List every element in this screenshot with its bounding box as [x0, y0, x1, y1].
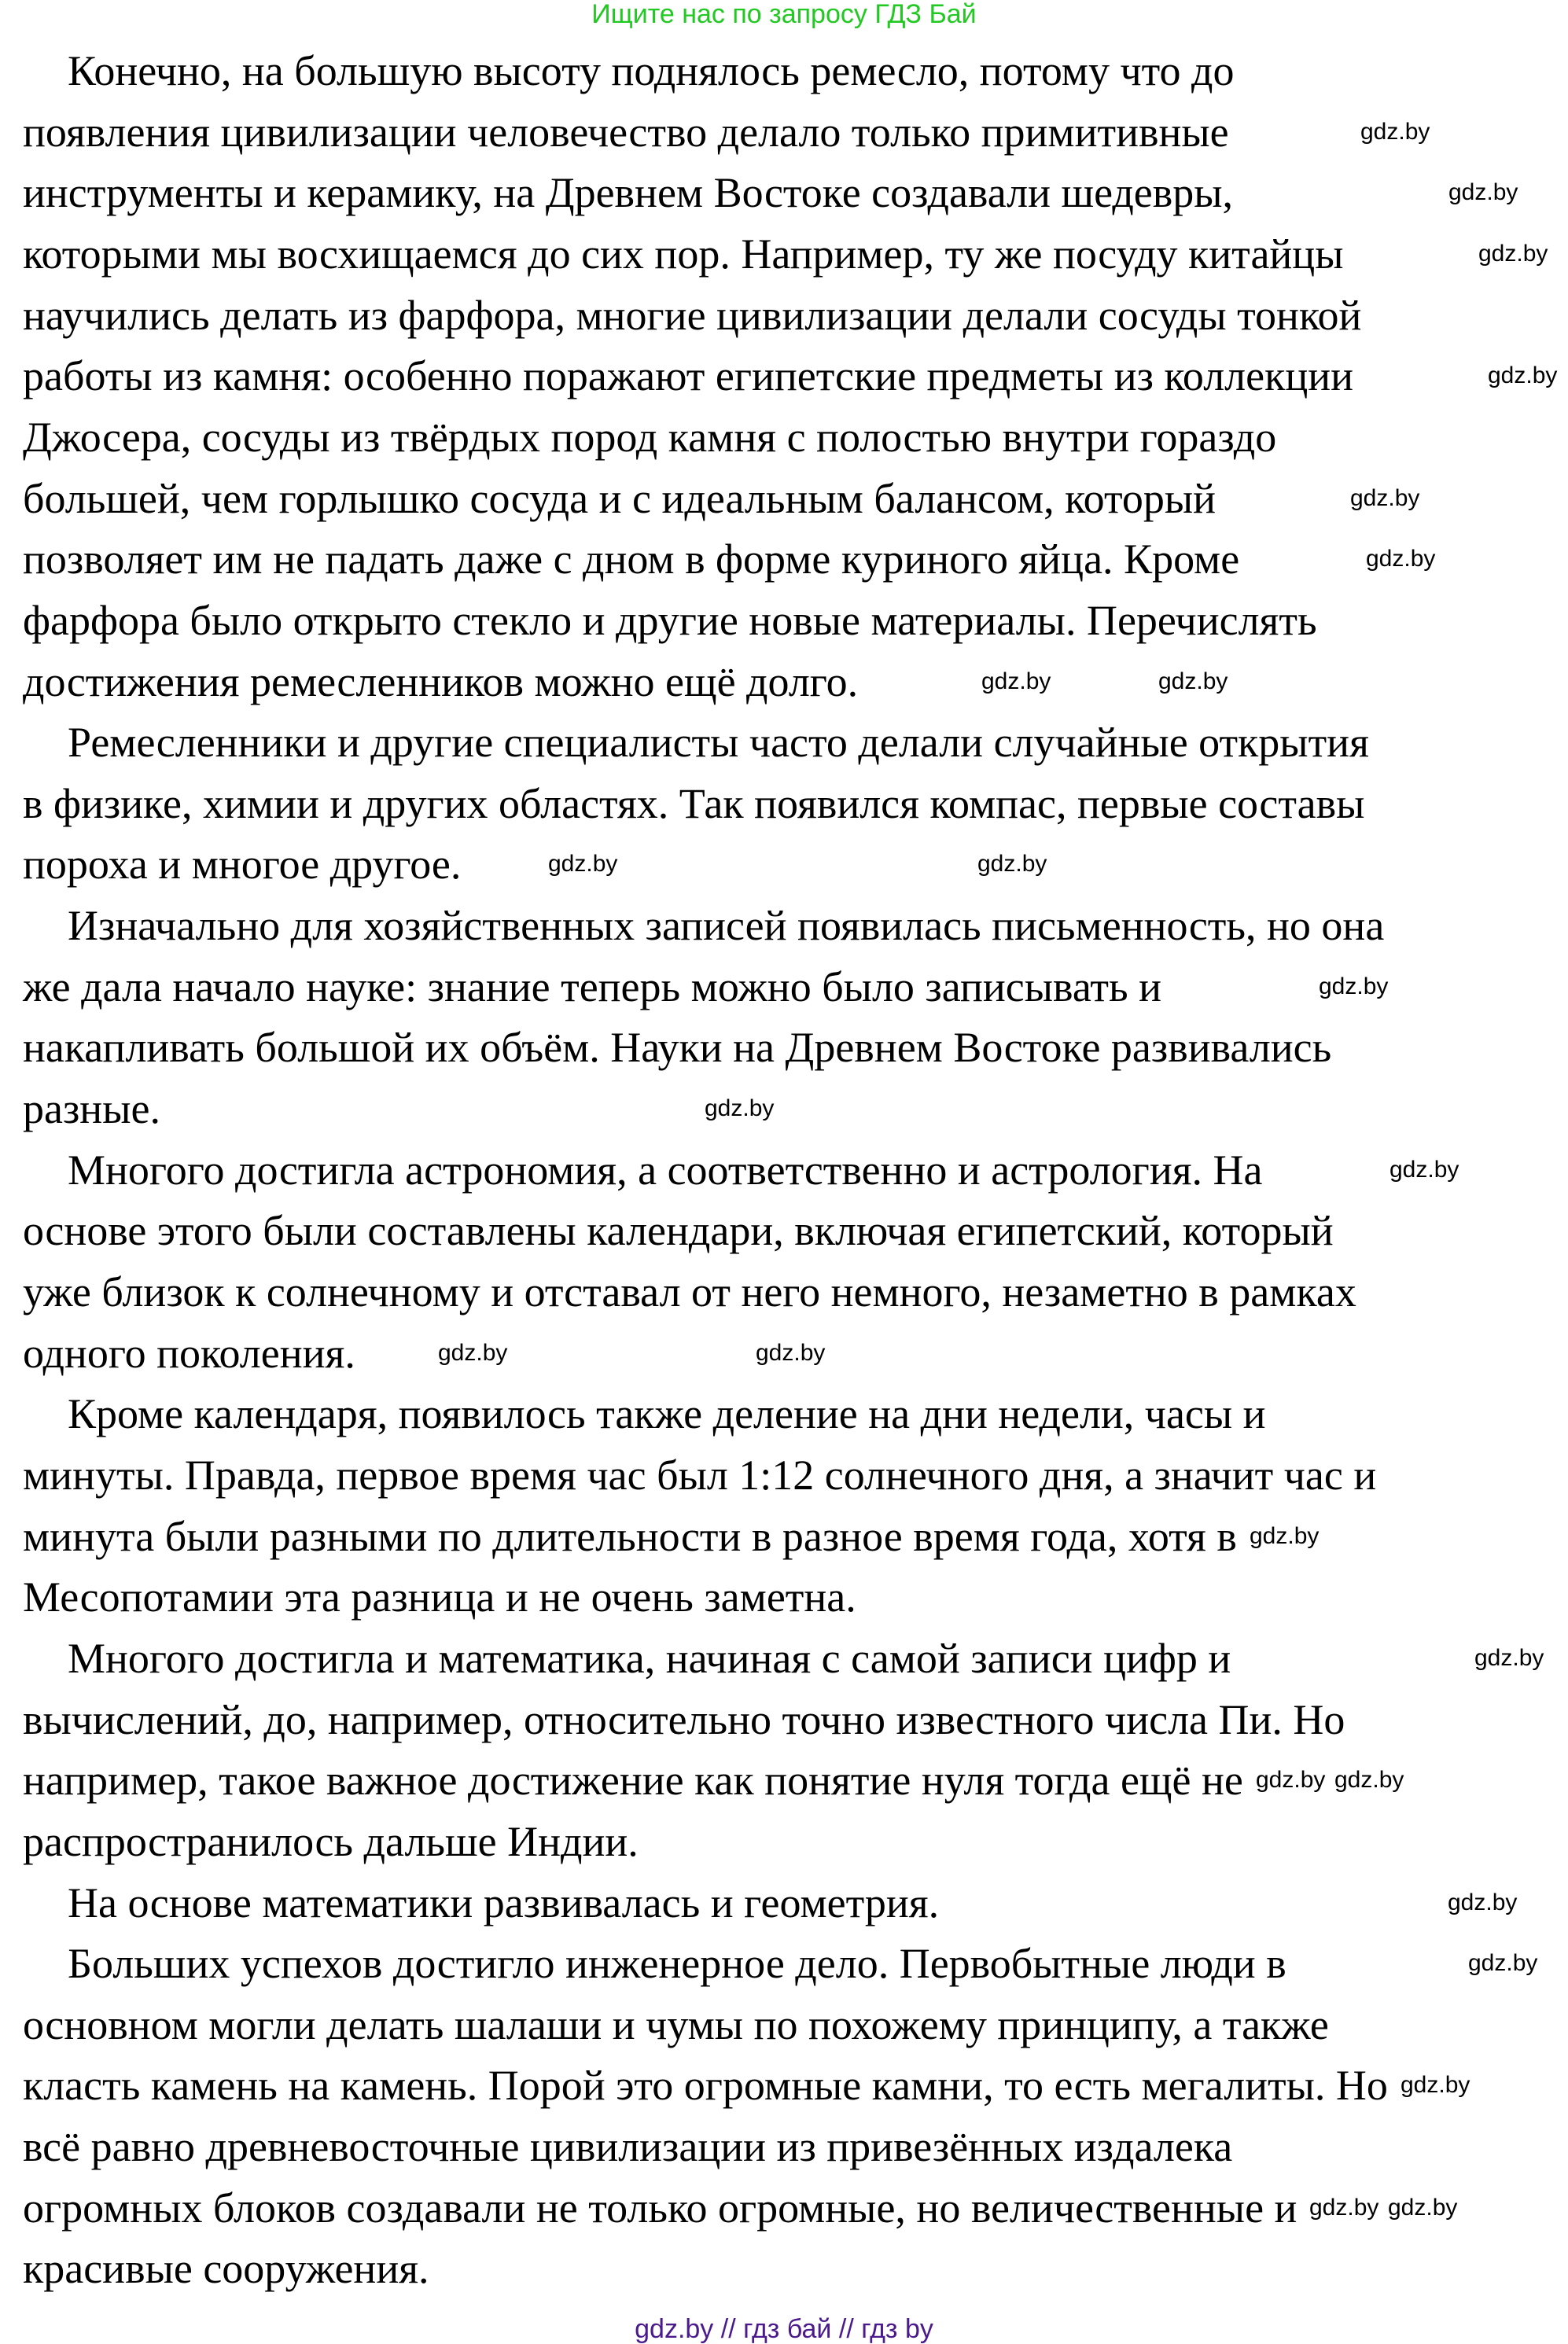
paragraph-1-line: Конечно, на большую высоту поднялось ремесло, потому что до: [68, 47, 1235, 94]
paragraph-1-line: научились делать из фарфора, многие цивилизации делали сосуды тонкой: [23, 291, 1362, 339]
watermark-text: gdz.by: [981, 668, 1051, 694]
paragraph-2-line: Ремесленники и другие специалисты часто делали случайные открытия: [68, 719, 1369, 767]
paragraph-8-line: всё равно древневосточные цивилизации из привезённых издалека: [23, 2123, 1233, 2171]
paragraph-3-line: разные.: [23, 1085, 160, 1133]
watermark-text: gdz.by: [977, 851, 1047, 878]
paragraph-1-line: инструменты и керамику, на Древнем Востоке создавали шедевры,: [23, 169, 1234, 217]
paragraph-8-line: класть камень на камень. Порой это огромные камни, то есть мегалиты. Но: [23, 2062, 1388, 2110]
paragraph-5-line: Месопотамии эта разница и не очень заметна.: [23, 1573, 856, 1621]
paragraph-8-line: огромных блоков создавали не только огромные, но величественные и: [23, 2184, 1297, 2232]
paragraph-6-line: распространилось дальше Индии.: [23, 1817, 639, 1865]
paragraph-6-line: например, такое важное достижение как понятие нуля тогда ещё не: [23, 1757, 1243, 1805]
watermark-text: gdz.by: [1468, 1950, 1538, 1977]
watermark-text: gdz.by: [1256, 1767, 1326, 1794]
watermark-text: gdz.by: [1401, 2072, 1470, 2099]
watermark-text: gdz.by: [705, 1095, 775, 1122]
watermark-text: gdz.by: [1488, 362, 1558, 389]
paragraph-5-line: Кроме календаря, появилось также деление на дни недели, часы и: [68, 1390, 1266, 1438]
paragraph-1-line: большей, чем горлышко сосуда и с идеальным балансом, который: [23, 474, 1216, 522]
paragraph-1-line: позволяет им не падать даже с дном в форме куриного яйца. Кроме: [23, 535, 1240, 583]
paragraph-1-line: работы из камня: особенно поражают египетские предметы из коллекции: [23, 352, 1354, 400]
watermark-text: gdz.by: [1309, 2194, 1379, 2221]
paragraph-4-line: уже близок к солнечному и отставал от него немного, незаметно в рамках: [23, 1268, 1356, 1316]
paragraph-2-line: пороха и многое другое.: [23, 841, 462, 889]
watermark-text: gdz.by: [1474, 1644, 1544, 1671]
paragraph-8-line: красивые сооружения.: [23, 2245, 429, 2293]
paragraph-5-line: минуты. Правда, первое время час был 1:12 солнечного дня, а значит час и: [23, 1451, 1377, 1499]
paragraph-5-line: минута были разными по длительности в разное время года, хотя в: [23, 1512, 1237, 1560]
paragraph-1-line: достижения ремесленников можно ещё долго.: [23, 657, 859, 705]
watermark-text: gdz.by: [548, 851, 618, 878]
watermark-text: gdz.by: [1478, 240, 1548, 267]
paragraph-3-line: же дала начало науке: знание теперь можно было записывать и: [23, 962, 1162, 1010]
watermark-text: gdz.by: [1250, 1522, 1320, 1549]
paragraph-3-line: накапливать большой их объём. Науки на Древнем Востоке развивались: [23, 1024, 1332, 1072]
watermark-text: gdz.by: [1388, 2194, 1458, 2221]
watermark-text: gdz.by: [1366, 546, 1436, 572]
paragraph-8-line: Больших успехов достигло инженерное дело. Первобытные люди в: [68, 1940, 1286, 1988]
watermark-text: gdz.by: [438, 1339, 508, 1366]
watermark-text: gdz.by: [1448, 179, 1518, 206]
paragraph-1-line: которыми мы восхищаемся до сих пор. Например, ту же посуду китайцы: [23, 230, 1344, 278]
watermark-text: gdz.by: [756, 1339, 826, 1366]
watermark-text: gdz.by: [1319, 973, 1389, 999]
watermark-text: gdz.by: [1448, 1889, 1518, 1915]
paragraph-4-line: Многого достигла астрономия, а соответственно и астрология. На: [68, 1146, 1263, 1194]
paragraph-4-line: одного поколения.: [23, 1329, 355, 1377]
watermark-text: gdz.by: [1158, 668, 1228, 694]
site-banner: Ищите нас по запросу ГДЗ Бай: [591, 0, 977, 29]
paragraph-1-line: появления цивилизации человечество делало только примитивные: [23, 108, 1229, 156]
site-footer: gdz.by // гдз бай // гдз by: [635, 2314, 933, 2344]
watermark-text: gdz.by: [1334, 1767, 1404, 1794]
watermark-text: gdz.by: [1350, 484, 1420, 511]
paragraph-6-line: вычислений, до, например, относительно точно известного числа Пи. Но: [23, 1695, 1345, 1743]
paragraph-6-line: Многого достигла и математика, начиная с самой записи цифр и: [68, 1634, 1231, 1682]
paragraph-4-line: основе этого были составлены календари, включая египетский, который: [23, 1207, 1334, 1255]
paragraph-1-line: фарфора было открыто стекло и другие новые материалы. Перечислять: [23, 596, 1317, 644]
paragraph-3-line: Изначально для хозяйственных записей появилась письменность, но она: [68, 902, 1385, 950]
paragraph-2-line: в физике, химии и других областях. Так появился компас, первые составы: [23, 779, 1365, 827]
watermark-text: gdz.by: [1360, 118, 1430, 145]
watermark-text: gdz.by: [1389, 1156, 1459, 1183]
paragraph-8-line: основном могли делать шалаши и чумы по похожему принципу, а также: [23, 2000, 1329, 2048]
paragraph-1-line: Джосера, сосуды из твёрдых пород камня с полостью внутри гораздо: [23, 413, 1277, 461]
paragraph-7-line: На основе математики развивалась и геометрия.: [68, 1879, 940, 1926]
